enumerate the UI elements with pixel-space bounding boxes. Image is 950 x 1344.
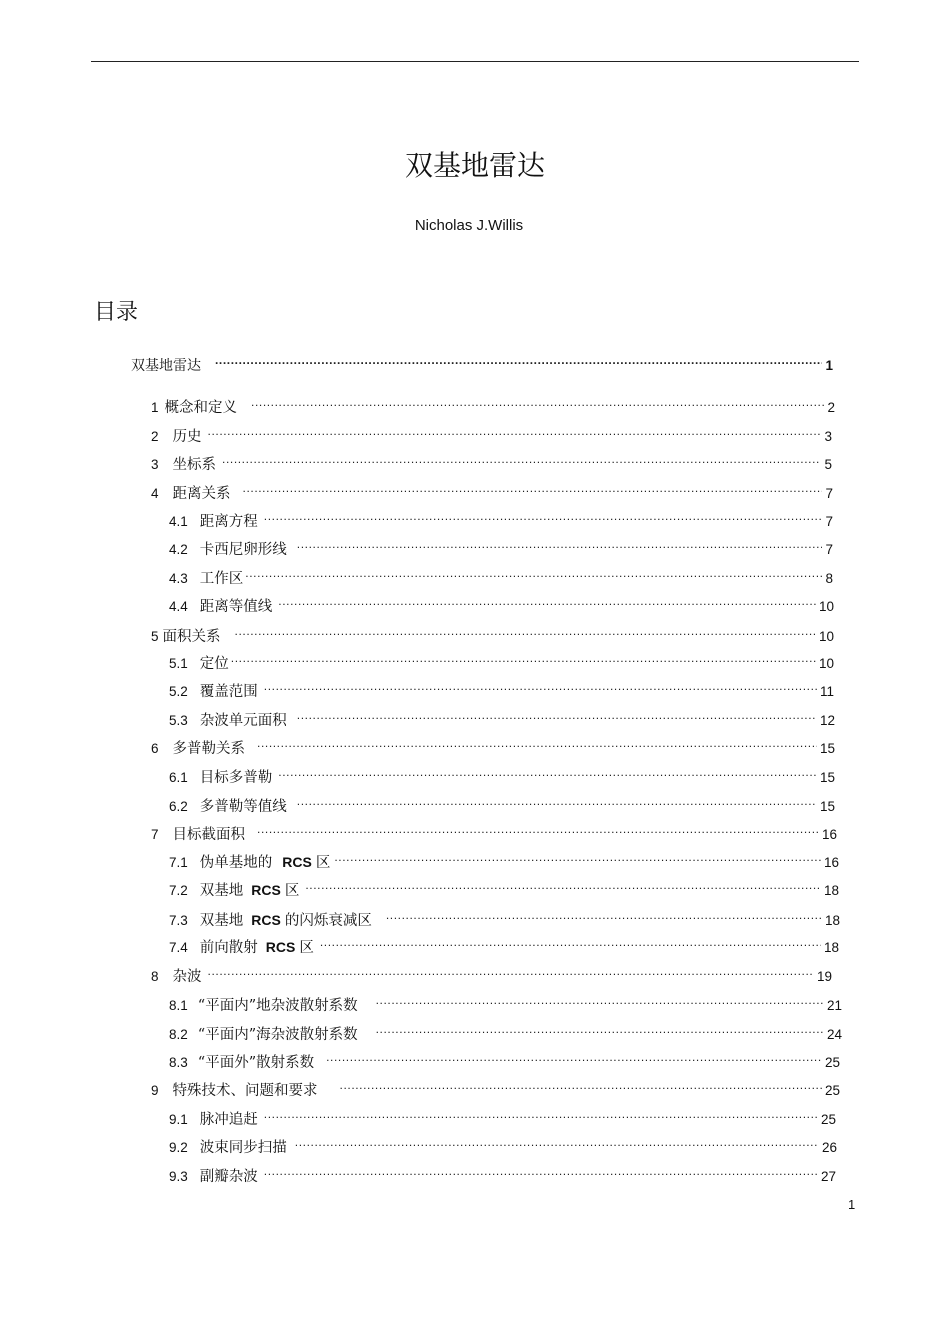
toc-entry[interactable] xyxy=(151,965,832,985)
toc-entry-page: 27 xyxy=(820,1169,836,1184)
toc-entry-page: 18 xyxy=(823,940,839,955)
toc-entry-label: 距离关系 xyxy=(172,486,231,502)
toc-entry-page: 21 xyxy=(826,998,842,1013)
toc-leader-dots xyxy=(208,428,822,442)
toc-entry-number: 4.4 xyxy=(169,599,188,614)
toc-entry-page: 15 xyxy=(819,741,835,756)
toc-entry-number: 2 xyxy=(151,429,159,444)
toc-leader-dots xyxy=(231,655,816,669)
toc-entry[interactable] xyxy=(151,425,832,445)
document-author: Nicholas J.Willis xyxy=(414,217,524,234)
toc-leader-dots xyxy=(257,740,817,754)
toc-entry-label: 历史 xyxy=(172,429,202,445)
toc-leader-dots xyxy=(208,968,814,982)
toc-entry-page: 11 xyxy=(819,684,834,699)
toc-entry[interactable] xyxy=(169,851,839,871)
toc-entry-number: 4 xyxy=(151,486,159,501)
toc-leader-dots xyxy=(264,1168,818,1182)
toc-entry-page: 10 xyxy=(818,629,834,644)
toc-leader-dots xyxy=(215,357,822,371)
toc-entry-number: 8 xyxy=(151,969,159,984)
toc-entry-label: “平面内”海杂波散射系数 xyxy=(197,1027,358,1043)
toc-entry-page: 1 xyxy=(825,358,833,373)
toc-leader-dots xyxy=(320,939,821,953)
toc-entry-number: 7.3 xyxy=(169,913,188,928)
toc-leader-dots xyxy=(386,912,822,926)
toc-entry[interactable] xyxy=(169,795,835,815)
toc-entry-number: 7.4 xyxy=(169,940,188,955)
toc-entry-number: 9.2 xyxy=(169,1140,188,1155)
toc-leader-dots xyxy=(257,826,819,840)
toc-entry-label: 波束同步扫描 xyxy=(199,1140,287,1156)
toc-entry-label: 前向散射 RCS 区 xyxy=(199,939,314,956)
toc-entry-number: 6 xyxy=(151,741,159,756)
toc-entry[interactable] xyxy=(169,709,835,729)
toc-entry-page: 3 xyxy=(824,429,832,444)
toc-entry-label: 距离等值线 xyxy=(199,599,273,615)
toc-entry[interactable] xyxy=(169,879,839,899)
toc-entry-label: 距离方程 xyxy=(199,514,258,530)
toc-entry-page: 10 xyxy=(818,599,834,614)
toc-entry[interactable] xyxy=(169,936,839,956)
toc-leader-dots xyxy=(243,485,823,499)
toc-entry[interactable] xyxy=(169,1108,836,1128)
toc-entry-page: 8 xyxy=(825,571,833,586)
toc-entry[interactable] xyxy=(169,567,833,587)
toc-entry-number: 8.2 xyxy=(169,1027,188,1042)
toc-entry-number: 9.3 xyxy=(169,1169,188,1184)
toc-entry-page: 19 xyxy=(816,969,832,984)
toc-entry-page: 18 xyxy=(824,913,840,928)
toc-entry[interactable] xyxy=(169,1051,840,1071)
toc-entry-label: 双基地雷达 xyxy=(131,358,201,374)
toc-entry-label: 双基地 RCS 的闪烁衰减区 xyxy=(199,912,372,929)
toc-entry-page: 12 xyxy=(819,713,835,728)
toc-entry-label: 多普勒关系 xyxy=(172,741,246,757)
toc-entry-number: 9 xyxy=(151,1083,159,1098)
toc-entry-number: 7.2 xyxy=(169,883,188,898)
toc-entry-number: 3 xyxy=(151,457,159,472)
toc-entry[interactable] xyxy=(169,680,834,700)
toc-entry-page: 15 xyxy=(819,799,835,814)
toc-entry-label: 多普勒等值线 xyxy=(199,799,287,815)
toc-entry[interactable] xyxy=(169,1136,837,1156)
toc-entry-page: 7 xyxy=(825,514,833,529)
toc-leader-dots xyxy=(264,1111,818,1125)
toc-entry-number: 7 xyxy=(151,827,159,842)
toc-entry-label: 工作区 xyxy=(199,571,244,587)
toc-entry-number: 5.1 xyxy=(169,656,188,671)
toc-entry[interactable] xyxy=(131,355,833,375)
toc-entry-number: 6.1 xyxy=(169,770,188,785)
toc-leader-dots xyxy=(305,882,821,896)
toc-entry-label: 目标多普勒 xyxy=(199,770,273,786)
toc-entry[interactable] xyxy=(169,1165,836,1185)
toc-leader-dots xyxy=(295,1139,819,1153)
toc-entry[interactable] xyxy=(169,538,833,558)
toc-entry-number: 5.2 xyxy=(169,684,188,699)
toc-entry-number: 7.1 xyxy=(169,855,188,870)
toc-entry-number: 8.3 xyxy=(169,1055,188,1070)
toc-leader-dots xyxy=(297,541,823,555)
toc-entry-number: 8.1 xyxy=(169,998,188,1013)
toc-entry-page: 18 xyxy=(823,883,839,898)
toc-entry[interactable] xyxy=(151,625,834,645)
toc-leader-dots xyxy=(297,712,817,726)
toc-leader-dots xyxy=(326,1054,822,1068)
toc-entry-label: 面积关系 xyxy=(162,629,221,645)
toc-entry-label: 覆盖范围 xyxy=(199,684,258,700)
toc-entry-number: 4.2 xyxy=(169,542,188,557)
toc-entry-page: 25 xyxy=(820,1112,836,1127)
toc-entry-label: 脉冲追赶 xyxy=(199,1112,258,1128)
toc-entry-number: 4.1 xyxy=(169,514,188,529)
toc-entry[interactable] xyxy=(169,595,834,615)
document-title: 双基地雷达 xyxy=(404,149,545,182)
toc-entry-page: 25 xyxy=(824,1055,840,1070)
toc-entry-page: 7 xyxy=(825,486,833,501)
toc-entry-page: 24 xyxy=(826,1027,842,1042)
toc-entry-number: 4.3 xyxy=(169,571,188,586)
toc-entry[interactable] xyxy=(151,823,837,843)
toc-entry-label: 概念和定义 xyxy=(164,400,238,416)
toc-entry-page: 7 xyxy=(825,542,833,557)
toc-entry[interactable] xyxy=(151,482,833,502)
toc-entry-page: 5 xyxy=(824,457,832,472)
toc-entry[interactable] xyxy=(169,510,833,530)
toc-leader-dots xyxy=(340,1082,822,1096)
toc-entry-page: 16 xyxy=(821,827,837,842)
toc-heading: 目录 xyxy=(94,300,139,325)
toc-entry[interactable] xyxy=(151,1079,840,1099)
toc-entry-label: 定位 xyxy=(199,656,229,672)
toc-entry-label: 杂波 xyxy=(172,969,202,985)
toc-entry-label: 目标截面积 xyxy=(172,827,246,843)
toc-entry-page: 15 xyxy=(819,770,835,785)
toc-entry-label: 特殊技术、问题和要求 xyxy=(172,1083,318,1099)
toc-entry[interactable] xyxy=(169,994,842,1014)
toc-entry-number: 5 xyxy=(151,629,159,644)
toc-entry-page: 25 xyxy=(824,1083,840,1098)
toc-entry-number: 9.1 xyxy=(169,1112,188,1127)
toc-entry[interactable] xyxy=(151,396,835,416)
toc-leader-dots xyxy=(334,854,821,868)
toc-entry-number: 5.3 xyxy=(169,713,188,728)
toc-entry[interactable] xyxy=(151,737,835,757)
toc-leader-dots xyxy=(278,598,816,612)
toc-entry-number: 6.2 xyxy=(169,799,188,814)
toc-entry-label: 坐标系 xyxy=(172,457,217,473)
toc-entry-label: “平面内”地杂波散射系数 xyxy=(197,998,358,1014)
toc-entry[interactable] xyxy=(169,652,834,672)
toc-entry[interactable] xyxy=(169,766,835,786)
toc-entry-number: 1 xyxy=(151,400,159,415)
toc-leader-dots xyxy=(251,399,824,413)
toc-entry-page: 26 xyxy=(821,1140,837,1155)
toc-leader-dots xyxy=(245,570,822,584)
toc-leader-dots xyxy=(376,1026,824,1040)
toc-entry-label: 双基地 RCS 区 xyxy=(199,882,300,899)
toc-entry[interactable] xyxy=(151,453,832,473)
toc-entry-label: 杂波单元面积 xyxy=(199,713,287,729)
toc-leader-dots xyxy=(222,456,821,470)
toc-entry-page: 10 xyxy=(818,656,834,671)
toc-leader-dots xyxy=(297,798,817,812)
toc-entry-label: “平面外”散射系数 xyxy=(197,1055,315,1071)
toc-leader-dots xyxy=(278,769,817,783)
toc-entry-label: 卡西尼卵形线 xyxy=(199,542,287,558)
toc-entry-label: 副瓣杂波 xyxy=(199,1169,258,1185)
toc-entry[interactable] xyxy=(169,1023,842,1043)
toc-leader-dots xyxy=(264,513,823,527)
toc-entry[interactable] xyxy=(169,909,840,929)
toc-entry-label: 伪单基地的 RCS 区 xyxy=(199,854,331,871)
toc-leader-dots xyxy=(376,997,824,1011)
toc-entry-page: 16 xyxy=(823,855,839,870)
toc-leader-dots xyxy=(235,628,816,642)
toc-entry-page: 2 xyxy=(827,400,835,415)
page-number: 1 xyxy=(848,1197,856,1212)
toc-leader-dots xyxy=(264,683,817,697)
